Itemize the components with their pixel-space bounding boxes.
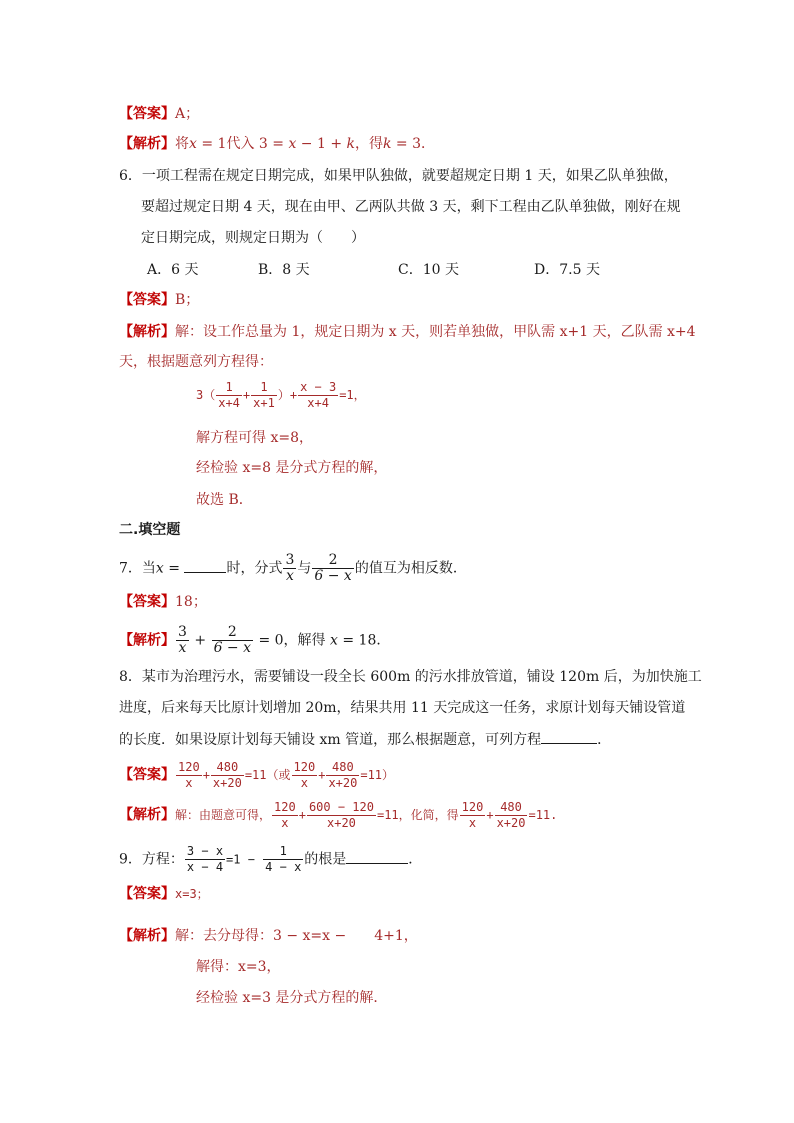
- q7-analysis-line: 【解析】 $\frac{3}{x}$ + $\frac{2}{6 - x}$ = 0，解得 x = 18．: [119, 624, 391, 656]
- q6-step2: 经检验 x=8 是分式方程的解，: [196, 460, 388, 476]
- q6-option-b: B．8 天: [258, 262, 310, 278]
- q6-analysis-text: 解：设工作总量为 1，规定日期为 x 天，则若单独做，甲队需 x+1 天，乙队需 x+4: [175, 324, 696, 340]
- fraction: $\frac{1}{x+4}$: [218, 380, 240, 410]
- q8-answer: $\frac{120}{x}$ + $\frac{480}{x+20}$ =11（或 $\frac{120}{x}$ + $\frac{480}{x+20}$ =11）: [178, 760, 395, 790]
- q9-step1: 解得：x=3，: [196, 959, 281, 975]
- analysis-tag: 【解析】: [119, 632, 175, 649]
- q9-question: 9．方程： $\frac{3 - x}{x - 4}$ =1 − $\frac{1}{4 - x}$ 的根是 ．: [119, 844, 423, 874]
- answer-tag: 【答案】: [119, 292, 175, 308]
- analysis-tag: 【解析】: [119, 324, 175, 340]
- fraction: $\frac{3 - x}{x - 4}$: [186, 844, 224, 874]
- answer-tag: 【答案】: [119, 767, 175, 783]
- fraction: $\frac{2}{6 - x}$: [213, 624, 251, 656]
- q6-option-c: C．10 天: [398, 262, 459, 278]
- q9-step2: 经检验 x=3 是分式方程的解．: [196, 990, 388, 1006]
- q5-answer-line: [119, 104, 199, 124]
- q9-analysis: 解：去分母得：3 − x=x − 4+1，: [175, 928, 418, 944]
- answer-tag: 【答案】: [119, 594, 175, 610]
- analysis-tag: 【解析】: [119, 928, 175, 944]
- answer-blank: [184, 558, 226, 573]
- q7-answer-line: [119, 592, 207, 612]
- fraction: $\frac{1}{4 - x}$: [265, 844, 302, 874]
- q8-analysis: 解：由题意可得， $\frac{120}{x}$ + $\frac{600 - 120}{x+20}$ =11，化简，得 $\frac{120}{x}$ + $\frac{480}{x+20}$ =11.: [175, 800, 558, 830]
- fraction: $\frac{3}{x}$: [285, 552, 295, 584]
- q6-step3: 故选 B．: [196, 492, 253, 508]
- q6-analysis-line1: [119, 322, 696, 342]
- q6-answer-line: [119, 290, 199, 310]
- q8-answer-line: [119, 760, 394, 791]
- q8-question-line2: 进度，后来每天比原计划增加 20m，结果共用 11 天完成这一任务，求原计划每天铺设管道: [119, 700, 686, 716]
- analysis-tag: 【解析】: [119, 136, 175, 152]
- fraction: $\frac{1}{x+1}$: [253, 380, 275, 410]
- q6-analysis-line2: 天，根据题意列方程得：: [119, 354, 273, 370]
- q5-analysis-line: [119, 134, 435, 154]
- q6-answer: B；: [175, 292, 200, 308]
- q9-analysis-line1: [119, 926, 418, 946]
- q8-analysis-line: [119, 800, 557, 831]
- q7-question: 7．当x = 时，分式 $\frac{3}{x}$ 与 $\frac{2}{6 - x}$ 的值互为相反数．: [119, 552, 467, 584]
- q8-question-line3: 的长度．如果设原计划每天铺设 xm 管道，那么根据题意，可列方程 ．: [119, 729, 611, 750]
- q6-option-a: A．6 天: [147, 262, 199, 278]
- answer-blank: [541, 729, 597, 744]
- answer-tag: 【答案】: [119, 106, 175, 122]
- fraction: $\frac{x - 3}{x+4}$: [300, 380, 337, 410]
- q6-option-d: D．7.5 天: [534, 262, 600, 278]
- fraction: $\frac{3}{x}$: [178, 624, 187, 656]
- analysis-tag: 【解析】: [119, 807, 175, 823]
- q6-question-line3: 定日期完成，则规定日期为（ ）: [141, 230, 365, 246]
- q6-question-line1: 6．一项工程需在规定日期完成，如果甲队独做，就要超规定日期 1 天，如果乙队单独做，: [119, 168, 678, 184]
- q5-analysis: 将x = 1代入 3 = x − 1 + k，得k = 3．: [175, 136, 436, 152]
- q9-answer-line: [119, 884, 209, 904]
- q6-step1: 解方程可得 x=8，: [196, 430, 313, 446]
- answer-blank: [346, 849, 408, 864]
- fraction: $\frac{2}{6 - x}$: [314, 552, 352, 584]
- answer-tag: 【答案】: [119, 886, 175, 902]
- q6-equation: 3（ $\frac{1}{x+4}$ + $\frac{1}{x+1}$ ）+ $\frac{x - 3}{x+4}$ =1，: [196, 380, 366, 410]
- q9-answer: x=3；: [175, 887, 209, 901]
- q5-answer: A；: [175, 106, 200, 122]
- section-title: 二.填空题: [119, 522, 181, 538]
- q7-answer: 18；: [175, 594, 207, 610]
- q6-question-line2: 要超过规定日期 4 天，现在由甲、乙两队共做 3 天，剩下工程由乙队单独做，刚好在规: [141, 199, 681, 215]
- q8-question-line1: 8．某市为治理污水，需要铺设一段全长 600m 的污水排放管道，铺设 120m 后，为加快施工: [119, 669, 702, 685]
